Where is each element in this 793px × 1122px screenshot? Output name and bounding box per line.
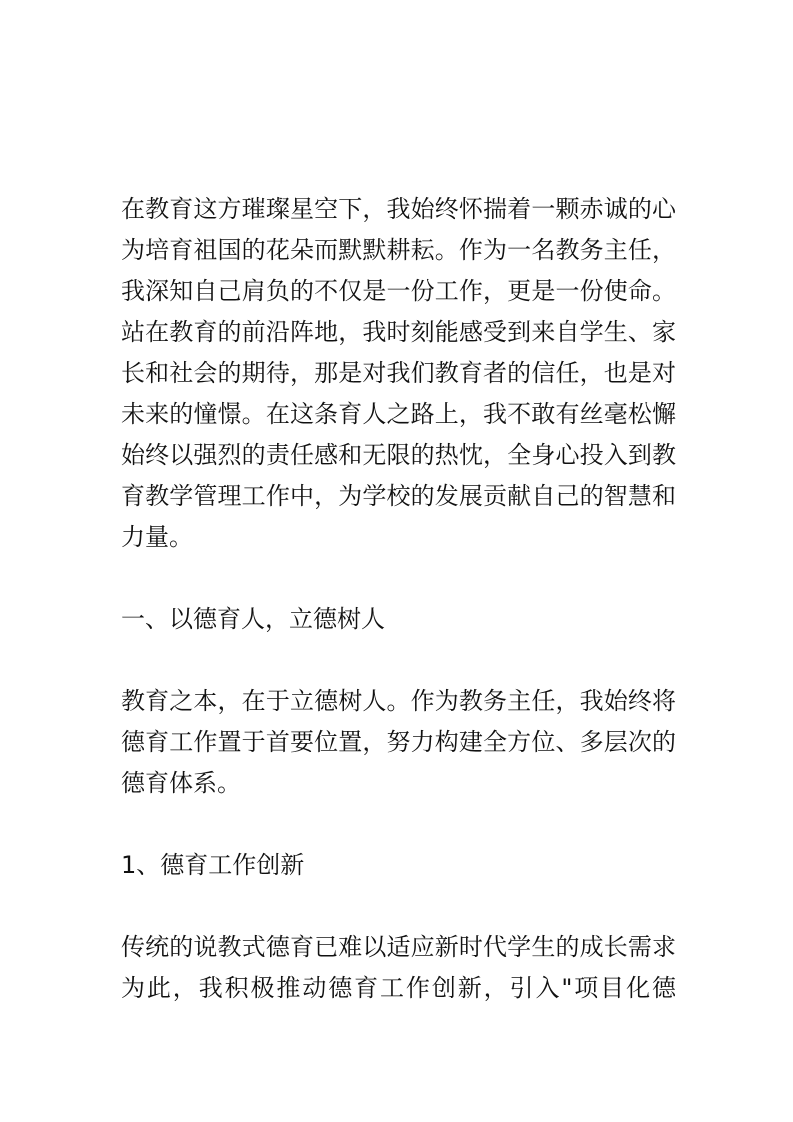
paragraph-line: 教育之本，在于立德树人。作为教务主任，我始终将: [121, 687, 676, 715]
subsection-heading: 1、德育工作创新: [121, 851, 305, 879]
paragraph-line: 站在教育的前沿阵地，我时刻能感受到来自学生、家: [121, 318, 676, 346]
paragraph-line: 为此，我积极推动德育工作创新，引入"项目化德: [121, 974, 676, 1002]
paragraph-line: 力量。: [121, 523, 193, 551]
subsection1-paragraph: [121, 927, 676, 1009]
section1-paragraph: [121, 681, 676, 804]
paragraph-line: 传统的说教式德育已难以适应新时代学生的成长需求: [121, 933, 676, 961]
paragraph-line: 德育工作置于首要位置，努力构建全方位、多层次的: [121, 728, 676, 756]
paragraph-line: 在教育这方璀璨星空下，我始终怀揣着一颗赤诚的心: [121, 195, 676, 223]
paragraph-line: 未来的憧憬。在这条育人之路上，我不敢有丝毫松懈: [121, 400, 676, 428]
paragraph-line: 始终以强烈的责任感和无限的热忱，全身心投入到教: [121, 441, 676, 469]
paragraph-spacer: [121, 640, 676, 681]
paragraph-spacer: [121, 804, 676, 845]
paragraph-line: 育教学管理工作中，为学校的发展贡献自己的智慧和: [121, 482, 676, 510]
paragraph-line: 长和社会的期待，那是对我们教育者的信任，也是对: [121, 359, 676, 387]
paragraph-line: 为培育祖国的花朵而默默耕耘。作为一名教务主任，: [121, 236, 676, 264]
intro-paragraph: [121, 189, 676, 558]
section-heading: 一、以德育人，立德树人: [121, 605, 385, 633]
document-page: [121, 189, 676, 1009]
paragraph-spacer: [121, 558, 676, 599]
paragraph-line: 德育体系。: [121, 769, 241, 797]
paragraph-spacer: [121, 886, 676, 927]
paragraph-line: 我深知自己肩负的不仅是一份工作，更是一份使命。: [121, 277, 676, 305]
